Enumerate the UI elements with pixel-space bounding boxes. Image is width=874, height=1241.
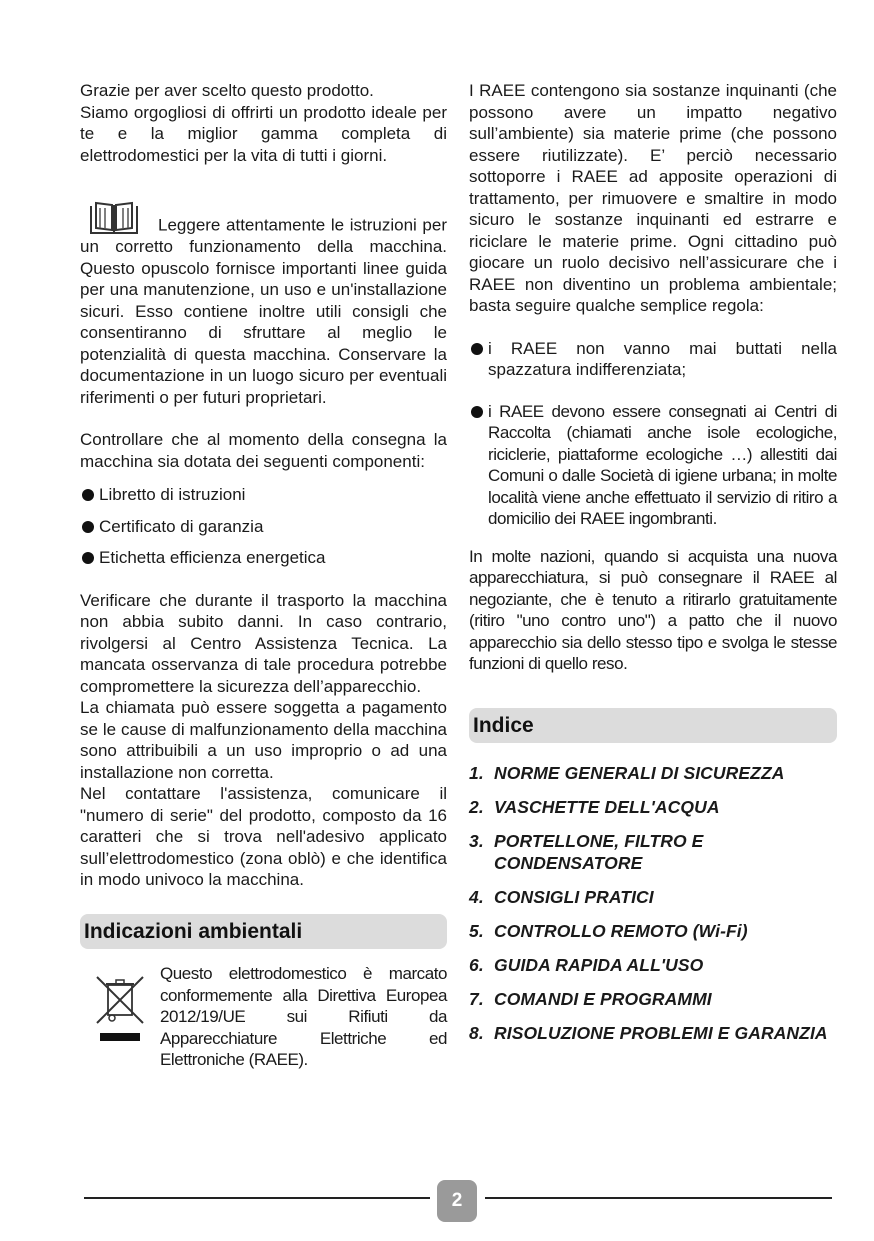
bullet-icon xyxy=(471,343,483,355)
intro-line-2: Siamo orgogliosi di offrirti un prodotto ideale per te e la miglior gamma completa di elettrodomestici per la vita di tutti i giorni. xyxy=(80,102,447,165)
list-item: i RAEE non vanno mai buttati nella spazzatura indifferenziata; xyxy=(469,338,837,381)
open-book-icon xyxy=(88,200,140,236)
page-number: 2 xyxy=(437,1180,477,1222)
toc-item[interactable]: 3. PORTELLONE, FILTRO E CONDENSATORE xyxy=(469,831,704,873)
env-section-heading: Indicazioni ambientali xyxy=(80,914,447,950)
list-item: Etichetta efficienza energetica xyxy=(80,547,447,569)
raee-paragraph: I RAEE contengono sia sostanze inquinanti (che possono avere un impatto negativo sull’ambiente) sia materie prime (che possono essere riutilizzate). E’ perciò necessario sottoporre i RAEE ad apposite operazioni di trattamento, per rimuovere e smaltire in modo sicuro le sostanze inquinanti ed estrarre e riciclare le materie prime. Ogni cittadino può giocare un ruolo decisivo nell’assicurare che i RAEE non diventino un problema ambientale; basta seguire qualche semplice regola: xyxy=(469,81,837,315)
bullet-icon xyxy=(82,521,94,533)
intro-line-1: Grazie per aver scelto questo prodotto. xyxy=(80,81,374,100)
toc-item[interactable]: 4. CONSIGLI PRATICI xyxy=(469,886,654,907)
exchange-paragraph: In molte nazioni, quando si acquista una nuova apparecchiatura, si può consegnare il RAEE al negoziante, che è tenuto a ritirarlo gratuitamente (ritiro "uno contro uno") a patto che il nuovo apparecchio sia dello stesso tipo e svolga le stesse funzioni di quello reso. xyxy=(469,546,837,673)
toc-item[interactable]: 2. VASCHETTE DELL'ACQUA xyxy=(469,797,720,817)
left-column xyxy=(80,80,447,1071)
toc-item[interactable]: 7. COMANDI E PROGRAMMI xyxy=(469,988,712,1009)
verify-paragraph-3: Nel contattare l'assistenza, comunicare il "numero di serie" del prodotto, composto da 16 caratteri che si trova nell'adesivo applicato sull’elettrodomestico (zona oblò) e che identifica in modo univoco la macchina. xyxy=(80,784,447,889)
verify-paragraph-2: La chiamata può essere soggetta a pagamento se le cause di malfunzionamento della macchina sono attribuibili a un uso improprio o ad una installazione non corretta. xyxy=(80,698,447,782)
table-of-contents xyxy=(469,763,837,1044)
bullet-icon xyxy=(82,489,94,501)
list-item: i RAEE devono essere consegnati ai Centri di Raccolta (chiamati anche isole ecologiche, riciclerie, piattaforme ecologiche …) allestiti dai Comuni o dalle Società di igiene urbana; in molte località viene anche effettuato il servizio di ritiro a domicilio dei RAEE ingombranti. xyxy=(469,401,837,530)
toc-item[interactable]: 5. CONTROLLO REMOTO (Wi-Fi) xyxy=(469,920,748,941)
weee-text: Questo elettrodomestico è marcato conformemente alla Direttiva Europea 2012/19/UE sui Rifiuti da Apparecchiature Elettriche ed Elettroniche (RAEE). xyxy=(160,964,447,1069)
toc-item[interactable]: 6. GUIDA RAPIDA ALL'USO xyxy=(469,954,704,975)
raee-rules-list xyxy=(469,338,837,530)
footer-divider-right xyxy=(485,1197,832,1199)
list-item: Libretto di istruzioni xyxy=(80,484,447,506)
components-list xyxy=(80,484,447,569)
bullet-icon xyxy=(471,406,483,418)
weee-block xyxy=(80,963,447,1071)
bullet-icon xyxy=(82,552,94,564)
verify-paragraph-1: Verificare che durante il trasporto la macchina non abbia subito danni. In caso contrario, rivolgersi al Centro Assistenza Tecnica. La mancata osservanza di tale procedura potrebbe compromettere la sicurezza dell’apparecchio. xyxy=(80,590,447,696)
crossed-out-wheeled-bin-icon xyxy=(80,963,160,1071)
footer-divider-left xyxy=(84,1197,430,1199)
list-item: Certificato di garanzia xyxy=(80,516,447,538)
page-footer xyxy=(0,1180,874,1224)
read-instructions-block xyxy=(80,200,447,408)
check-components-text: Controllare che al momento della consegna la macchina sia dotata dei seguenti componenti: xyxy=(80,430,447,471)
right-column xyxy=(469,80,837,1057)
read-instructions-text: Leggere attentamente le istruzioni per un corretto funzionamento della macchina. Questo opuscolo fornisce importanti linee guida per una manutenzione, un uso e un'installazione sicuri. Esso contiene inoltre utili consigli che consentiranno di sfruttare al meglio le potenzialità di questa macchina. Conservare la documentazione in un luogo sicuro per eventuali riferimenti o per futuri proprietari. xyxy=(80,215,447,407)
index-section-heading: Indice xyxy=(469,708,837,744)
toc-item[interactable]: 1. NORME GENERALI DI SICUREZZA xyxy=(469,763,785,783)
toc-item[interactable]: 8. RISOLUZIONE PROBLEMI E GARANZIA xyxy=(469,1022,828,1043)
